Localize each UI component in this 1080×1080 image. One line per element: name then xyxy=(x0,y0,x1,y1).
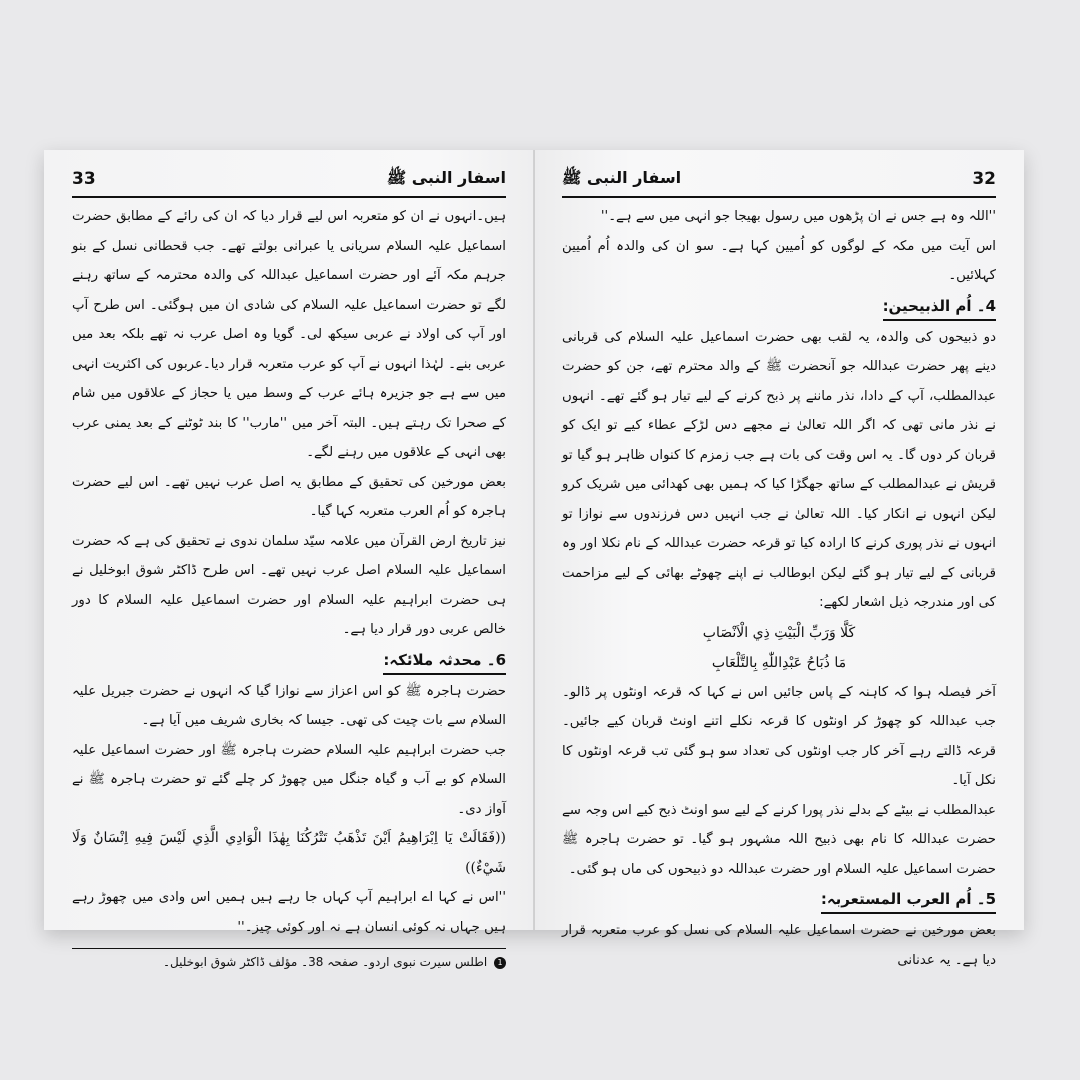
paragraph: اس آیت میں مکہ کے لوگوں کو اُمیین کہا ہے۔ سو ان کی والدہ اُم اُمیین کہلائیں۔ xyxy=(562,238,996,283)
left-page xyxy=(44,150,534,969)
verse-line: كَلَّا وَرَبِّ الْبَيْتِ ذِي الْاَنْصَابِ xyxy=(702,624,856,641)
paragraph: حضرت ہاجرہ ﷺ کو اس اعزاز سے نوازا گیا کہ انہوں نے حضرت جبریل علیہ السلام سے بات چیت کی تھی۔ جیسا کہ بخاری شریف میں آیا ہے۔ xyxy=(72,683,506,728)
running-title: اسفار النبی ﷺ xyxy=(386,167,506,187)
paragraph: دو ذبیحوں کی والدہ، یہ لقب بھی حضرت اسماعیل علیہ السلام کی قربانی دینے پھر حضرت عبداللہ جو آنحضرت ﷺ کے والد محترم تھے، جن کو حضرت عبدالمطلب، آپ کے دادا، نذر ماننے پر ذبح کرنے کے لیے تیار ہو گئے تھے۔ انہوں نے نذر مانی تھی کہ اگر اللہ تعالیٰ نے مجھے دس لڑکے عطاء کیے تو ایک کو قربان کر دوں گا۔ یہ اس وقت کی بات ہے جب زمزم کا کنواں ظاہر ہو گیا تو قریش نے عبدالمطلب کے ساتھ جھگڑا کیا کہ ہمیں بھی کھدائی میں شریک کرو لیکن انہوں نے انکار کیا۔ اللہ تعالیٰ نے جب انہیں دس فرزندوں سے نوازا تو انہوں نے نذر پوری کرنے کا ارادہ کیا تو قرعہ حضرت عبداللہ کے نام نکلا اور وہ قربانی کے لیے تیار ہو گئے لیکن ابوطالب نے اپنے چھوٹے بھائی کے لیے مزاحمت کی اور مندرجہ ذیل اشعار لکھے: xyxy=(562,329,996,610)
footnote-number-icon: 1 xyxy=(494,957,506,969)
page-body xyxy=(562,202,996,975)
footnote-divider xyxy=(72,948,506,949)
section-heading: 5۔ اُم العرب المستعربہ: xyxy=(821,886,996,914)
section-heading: 4۔ اُم الذبیحین: xyxy=(883,293,996,321)
page-header xyxy=(72,164,506,198)
paragraph: نیز تاریخ ارض القرآن میں علامہ سیّد سلمان ندوی نے تحقیق کی ہے کہ حضرت اسماعیل علیہ السلام اصل عرب نہیں تھے۔ اس طرح ڈاکٹر شوق ابوخلیل نے ہی حضرت ابراہیم علیہ السلام اور حضرت اسماعیل علیہ السلام کا دور خالص عربی دور قرار دیا ہے۔ xyxy=(72,533,506,637)
paragraph: بعض مورخین کی تحقیق کے مطابق یہ اصل عرب نہیں تھے۔ اس لیے حضرت ہاجرہ کو اُم العرب متعربہ کہا گیا۔ xyxy=(72,474,506,519)
right-page xyxy=(534,150,1024,968)
book-gutter xyxy=(533,150,535,930)
footnote-text: اطلس سیرت نبوی اردو۔ صفحہ 38۔ مؤلف ڈاکٹر شوق ابوخلیل۔ xyxy=(162,955,488,969)
paragraph: عبدالمطلب نے بیٹے کے بدلے نذر پورا کرنے کے لیے سو اونٹ ذبح کیے اس وجہ سے حضرت عبداللہ کا نام بھی ذبیح اللہ مشہور ہو گیا۔ تو حضرت ہاجرہ ﷺ حضرت اسماعیل علیہ السلام اور حضرت عبداللہ دو ذبیحوں کی ماں ہو گئی۔ xyxy=(562,802,996,877)
section-heading: 6۔ محدثہ ملائکہ: xyxy=(383,647,506,675)
paragraph: آخر فیصلہ ہوا کہ کاہنہ کے پاس جائیں اس نے کہا کہ قرعہ اونٹوں پر ڈالو۔ جب عبداللہ کو چھوڑ کر اونٹوں کا قرعہ نکلے اتنے اونٹ قربان کیے جائیں۔ قرعہ ڈالتے رہے آخر کار جب اونٹوں کی تعداد سو ہو گئی تب قرعہ اونٹوں کا نکل آیا۔ xyxy=(562,684,996,788)
paragraph: ''اللہ وہ ہے جس نے ان پڑھوں میں رسول بھیجا جو انہی میں سے ہے۔'' xyxy=(600,209,996,224)
open-book-spread xyxy=(44,150,1024,969)
page-number: 33 xyxy=(72,169,96,189)
paragraph: جب حضرت ابراہیم علیہ السلام حضرت ہاجرہ ﷺ اور حضرت اسماعیل علیہ السلام کو بے آب و گیاہ جنگل میں چھوڑ کر چلے گئے تو حضرت ہاجرہ ﷺ نے آواز دی۔ xyxy=(72,742,506,817)
page-header xyxy=(562,164,996,198)
page-number: 32 xyxy=(972,169,996,189)
footnote xyxy=(72,951,506,973)
page-body xyxy=(72,202,506,942)
running-title: اسفار النبی ﷺ xyxy=(562,167,682,187)
translation: ''اس نے کہا اے ابراہیم آپ کہاں جا رہے ہیں ہمیں اس وادی میں چھوڑ رہے ہیں جہاں نہ کوئی انسان ہے نہ اور کوئی چیز۔'' xyxy=(72,890,506,935)
paragraph: ہیں۔انہوں نے ان کو متعربہ اس لیے قرار دیا کہ ان کی رائے کے مطابق حضرت اسماعیل علیہ السلام سریانی یا عبرانی بولتے تھے۔ جب قحطانی نسل کے بنو جرہم مکہ آئے اور حضرت اسماعیل عبداللہ کی والدہ محترمہ کے ساتھ رہنے لگے تو حضرت اسماعیل علیہ السلام کی شادی ان میں ہوگئی۔ اس طرح آپ اور آپ کی اولاد نے عربی سیکھ لی۔ گویا وہ اصل عرب نہ تھے بلکہ بعد میں عربی بنے۔ لہٰذا انہوں نے آپ کو عرب متعربہ قرار دیا۔عربوں کی اکثریت انہی میں سے ہے جو جزیرہ ہائے عرب کے وسط میں یا حجاز کے علاقوں میں شام کے صحرا تک رہتے ہیں۔ البتہ آخر میں ''مارب'' کا بند ٹوٹنے کے بعد یمنی عرب بھی انہی کے علاقوں میں رہنے لگے۔ xyxy=(72,209,506,460)
paragraph: بعض مورخین نے حضرت اسماعیل علیہ السلام کی نسل کو عرب متعربہ قرار دیا ہے۔ یہ عدنانی xyxy=(562,923,996,968)
verse-line: مَا ذُبَاحُ عَبْدِاللّٰهِ بِالتَّلْعَابِ xyxy=(711,654,847,671)
arabic-quote: ((فَقَالَتْ يَا اِبْرَاهِيمُ اَيْنَ تَذْهَبُ تَتْرُكُنَا بِهٰذَا الْوَادِي الَّذِي لَيْسَ فِيهِ اِنْسَانٌ وَلَا شَيْءٌ)) xyxy=(72,830,506,876)
